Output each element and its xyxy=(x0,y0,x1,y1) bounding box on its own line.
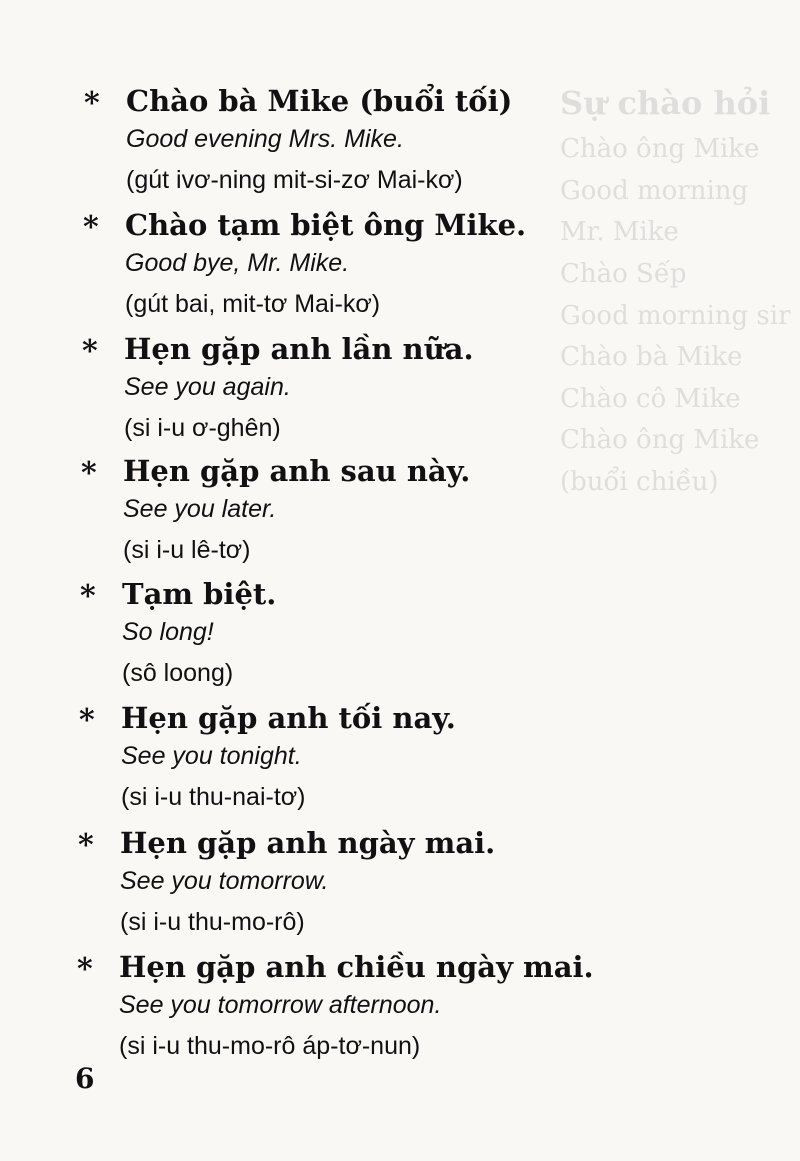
ghost-line: Chào cô Mike xyxy=(560,383,741,414)
bleed-through-text xyxy=(560,78,800,504)
english-translation: See you again. xyxy=(124,373,291,401)
vietnamese-phrase: Tạm biệt. xyxy=(122,577,277,611)
english-translation: See you later. xyxy=(123,495,277,523)
vietnamese-phrase: Hẹn gặp anh lần nữa. xyxy=(124,332,474,366)
pronunciation-guide: (si i-u lê-tơ) xyxy=(123,536,251,564)
pronunciation-guide: (si i-u thu-nai-tơ) xyxy=(121,783,306,811)
ghost-line: Chào ông Mike xyxy=(560,134,760,165)
english-translation: See you tonight. xyxy=(121,742,302,770)
ghost-line: Chào ông Mike (buổi chiều) xyxy=(560,425,760,497)
vietnamese-phrase: Chào tạm biệt ông Mike. xyxy=(125,208,527,242)
bullet-asterisk: * xyxy=(79,703,95,738)
english-translation: Good bye, Mr. Mike. xyxy=(125,249,350,277)
vietnamese-phrase: Hẹn gặp anh sau này. xyxy=(123,454,471,488)
ghost-line: Chào Sếp xyxy=(560,258,687,289)
vietnamese-phrase: Chào bà Mike (buổi tối) xyxy=(126,84,513,118)
bullet-asterisk: * xyxy=(78,828,94,863)
pronunciation-guide: (si i-u thu-mo-rô áp-tơ-nun) xyxy=(119,1032,421,1060)
vietnamese-phrase: Hẹn gặp anh chiều ngày mai. xyxy=(119,950,594,984)
english-translation: Good evening Mrs. Mike. xyxy=(126,125,404,153)
pronunciation-guide: (sô loong) xyxy=(122,659,234,687)
page-number: 6 xyxy=(75,1062,95,1095)
ghost-line: Chào bà Mike xyxy=(560,342,743,373)
bullet-asterisk: * xyxy=(80,579,96,614)
bullet-asterisk: * xyxy=(81,456,97,491)
pronunciation-guide: (gút ivơ-ning mit-si-zơ Mai-kơ) xyxy=(126,166,463,194)
ghost-title: Sự chào hỏi xyxy=(560,84,771,122)
vietnamese-phrase: Hẹn gặp anh tối nay. xyxy=(121,701,456,735)
ghost-line: Good morning Mr. Mike xyxy=(560,175,749,248)
bullet-asterisk: * xyxy=(83,210,99,245)
vietnamese-phrase: Hẹn gặp anh ngày mai. xyxy=(120,826,496,860)
bullet-asterisk: * xyxy=(84,86,100,121)
pronunciation-guide: (gút bai, mit-tơ Mai-kơ) xyxy=(125,290,381,318)
english-translation: See you tomorrow. xyxy=(120,867,329,895)
pronunciation-guide: (si i-u ơ-ghên) xyxy=(124,414,281,442)
english-translation: So long! xyxy=(122,618,214,646)
bullet-asterisk: * xyxy=(77,952,93,987)
ghost-line: Good morning sir xyxy=(560,300,791,331)
bullet-asterisk: * xyxy=(82,334,98,369)
english-translation: See you tomorrow afternoon. xyxy=(119,991,442,1019)
pronunciation-guide: (si i-u thu-mo-rô) xyxy=(120,908,305,936)
